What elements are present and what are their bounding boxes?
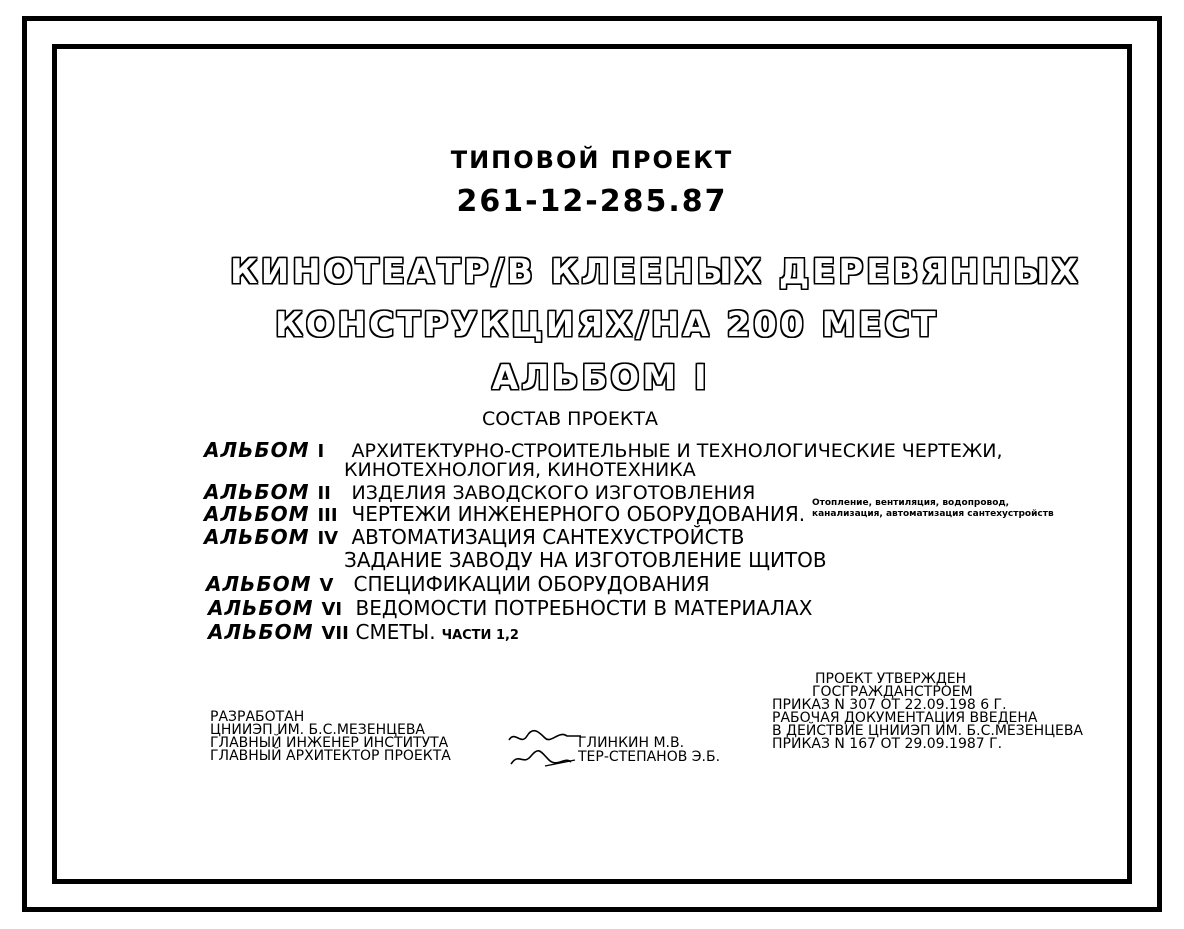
project-number: 261-12-285.87 — [456, 184, 728, 219]
chief-architect-name: ТЕР-СТЕПАНОВ Э.Б. — [578, 749, 721, 765]
album-number: IV — [317, 528, 339, 549]
developer-line-3: ГЛАВНЫЙ ИНЖЕНЕР ИНСТИТУТА — [210, 735, 449, 751]
album-label: АЛЬБОМ — [204, 438, 310, 462]
approval-line-2: ГОСГРАЖДАНСТРОЕМ — [812, 684, 973, 700]
album-description: ИЗДЕЛИЯ ЗАВОДСКОГО ИЗГОТОВЛЕНИЯ — [351, 482, 756, 504]
album-number: VI — [321, 599, 343, 620]
album-description-cont: ЗАДАНИЕ ЗАВОДУ НА ИЗГОТОВЛЕНИЕ ЩИТОВ — [344, 548, 827, 572]
album-description-cont: КИНОТЕХНОЛОГИЯ, КИНОТЕХНИКА — [344, 459, 696, 481]
approval-line-6: ПРИКАЗ N 167 ОТ 29.09.1987 Г. — [772, 736, 1003, 752]
approval-line-3: ПРИКАЗ N 307 ОТ 22.09.198 6 Г. — [772, 697, 1007, 713]
album-description: СМЕТЫ. — [355, 620, 436, 644]
developer-line-1: РАЗРАБОТАН — [210, 709, 305, 725]
album-description: СПЕЦИФИКАЦИИ ОБОРУДОВАНИЯ — [353, 572, 710, 596]
album-label: АЛЬБОМ — [206, 572, 312, 596]
developer-line-4: ГЛАВНЫЙ АРХИТЕКТОР ПРОЕКТА — [210, 748, 451, 764]
album-number: V — [319, 575, 334, 596]
type-project-label: ТИПОВОЙ ПРОЕКТ — [450, 146, 734, 174]
album-row-4 — [204, 525, 744, 549]
album-label: АЛЬБОМ — [204, 480, 310, 504]
album-number: VII — [321, 623, 349, 644]
album-description: ВЕДОМОСТИ ПОТРЕБНОСТИ В МАТЕРИАЛАХ — [355, 596, 813, 620]
album-row-5 — [206, 572, 710, 596]
approval-line-5: В ДЕЙСТВИЕ ЦНИИЭП ИМ. Б.С.МЕЗЕНЦЕВА — [772, 723, 1084, 739]
composition-heading: СОСТАВ ПРОЕКТА — [482, 408, 658, 430]
album-number: II — [317, 483, 331, 504]
album-number: III — [317, 505, 338, 526]
title-line-1: КИНОТЕАТР/В КЛЕЕНЫХ ДЕРЕВЯННЫХ — [230, 252, 1081, 292]
album-title: АЛЬБОМ I — [492, 358, 710, 398]
album-description: ЧЕРТЕЖИ ИНЖЕНЕРНОГО ОБОРУДОВАНИЯ. — [351, 502, 806, 526]
chief-engineer-name: ГЛИНКИН М.В. — [578, 735, 685, 751]
album-row-6 — [208, 596, 812, 620]
album-3-note-2: канализация, автоматизация сантехустройств — [812, 509, 1054, 519]
approval-line-4: РАБОЧАЯ ДОКУМЕНТАЦИЯ ВВЕДЕНА — [772, 710, 1038, 726]
album-row-2 — [204, 480, 755, 504]
album-description: АВТОМАТИЗАЦИЯ САНТЕХУСТРОЙСТВ — [351, 525, 745, 549]
album-label: АЛЬБОМ — [208, 596, 314, 620]
album-number: I — [317, 441, 325, 462]
developer-line-2: ЦНИИЭП ИМ. Б.С.МЕЗЕНЦЕВА — [210, 722, 425, 738]
album-row-3 — [204, 502, 805, 526]
album-label: АЛЬБОМ — [204, 502, 310, 526]
signature-graphic — [505, 726, 585, 770]
album-row-7 — [208, 620, 519, 644]
album-label: АЛЬБОМ — [208, 620, 314, 644]
album-description: АРХИТЕКТУРНО-СТРОИТЕЛЬНЫЕ И ТЕХНОЛОГИЧЕСКИЕ ЧЕРТЕЖИ, — [351, 440, 1003, 462]
album-3-note-1: Отопление, вентиляция, водопровод, — [812, 498, 1010, 508]
album-7-note: ЧАСТИ 1,2 — [441, 628, 519, 643]
approval-line-1: ПРОЕКТ УТВЕРЖДЕН — [815, 671, 967, 687]
album-label: АЛЬБОМ — [204, 525, 310, 549]
title-line-2: КОНСТРУКЦИЯХ/НА 200 МЕСТ — [275, 305, 939, 345]
